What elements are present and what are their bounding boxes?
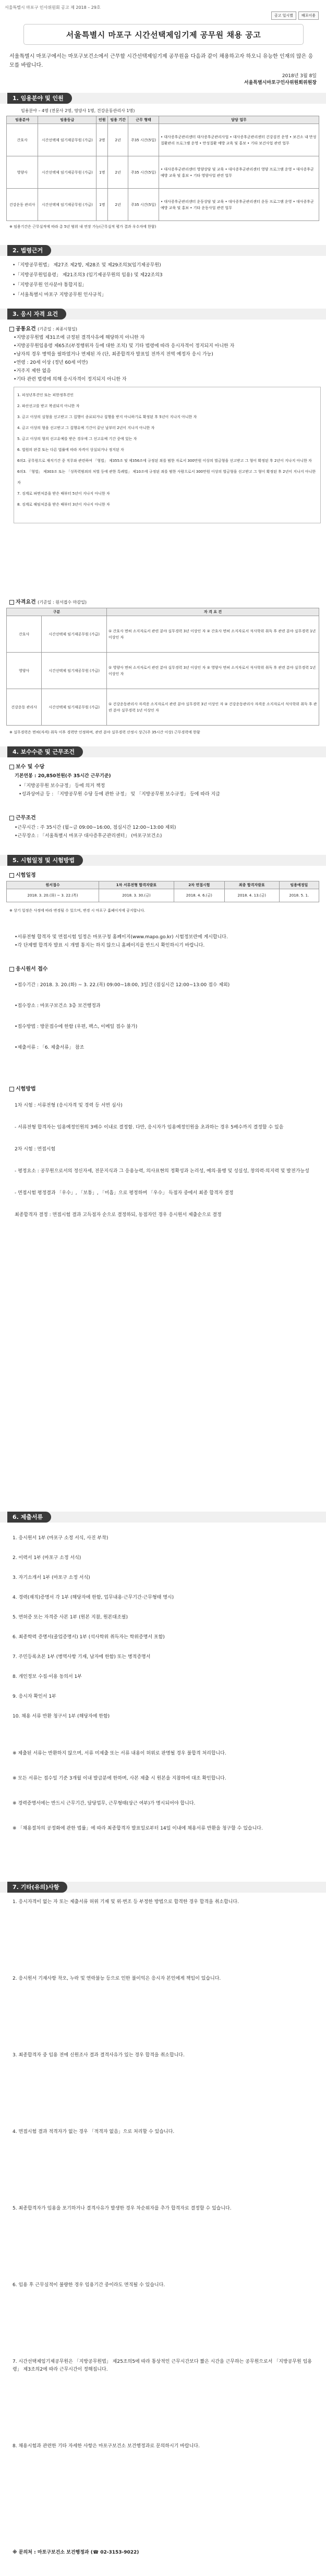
section-title: 6. 제출서류 — [7, 1512, 51, 1523]
s3-common-item: • 거주지 제한 없음 — [14, 367, 320, 375]
table-cell-count: 2명 — [96, 124, 108, 156]
table-row — [7, 156, 319, 189]
s5-app-item: • 제출서류 : 「6. 제출서류」 참조 — [15, 1037, 321, 1058]
s3-disq-item: 7. 징계로 파면처분을 받은 때부터 5년이 지나지 아니한 자 — [17, 492, 110, 496]
section-header-7 — [0, 1882, 326, 1893]
s5-method-heading — [9, 1084, 36, 1092]
checkbox-icon — [9, 600, 14, 605]
table-row — [7, 616, 319, 653]
checkbox-icon — [9, 816, 14, 820]
s3-special-heading — [9, 597, 87, 605]
checkbox-icon — [9, 873, 14, 878]
s3-common-sub: (기준일 : 최종시험일) — [38, 327, 77, 332]
s5-schedule-table — [6, 881, 319, 902]
section-header-5 — [0, 855, 326, 866]
announcement-date: 2018년 3월 8일 — [282, 73, 317, 79]
section-header-2 — [0, 245, 326, 256]
s5-app-item: • 접수방법 : 방문접수에 한함 (우편, 팩스, 이메일 접수 불가) — [15, 1016, 321, 1037]
table-cell: 2018. 4. 6.(금) — [174, 889, 224, 902]
table-cell-req: ① 영양사 면허 소지자로서 관련 분야 실무경력 3년 이상인 자 ② 영양사 면허 소지자로서 석사학위 취득 후 관련 분야 실무경력 1년 이상인 자 — [107, 653, 319, 689]
contact-info: ※ 문의처 : 마포구보건소 보건행정과 (☎ 02-3153-9022) — [13, 2550, 139, 2555]
checkbox-icon — [9, 1087, 14, 1091]
s6-note: ※ 「채용절차의 공정화에 관한 법률」에 따라 최종합격자 발표일로부터 14일 이내에 채용서류 반환을 청구할 수 있습니다. — [13, 1826, 263, 1831]
table-cell-req: ① 건강운동관리사 자격증 소지자로서 관련 분야 실무경력 3년 이상인 자 ② 건강운동관리사 자격증 소지자로서 석사학위 취득 후 관련 분야 실무경력 1년 이상인 자 — [107, 689, 319, 726]
checkbox-icon — [9, 967, 14, 972]
table-header-cell: 임용등급 — [38, 116, 96, 124]
table-cell-count: 1명 — [96, 189, 108, 221]
s3-note: ※ 실무경력은 면허(자격) 취득 이후 경력만 인정하며, 관련 분야 실무경력 산정시 상근(주 35시간 이상) 근무경력에 한함 — [9, 730, 200, 734]
table-header-cell: 최종 합격자발표 — [224, 881, 279, 889]
s6-item: 5. 면허증 또는 자격증 사본 1부 (원본 지참, 원본대조필) — [13, 1615, 128, 1620]
table-header-cell: 임용예정일 — [279, 881, 319, 889]
section-title: 1. 임용분야 및 인원 — [7, 93, 72, 104]
s5-method-item: - 평정요소 : 공무원으로서의 정신자세, 전문지식과 그 응용능력, 의사표현의 정확성과 논리성, 예의·품행 및 성실성, 창의력·의지력 및 발전가능성 — [15, 1169, 309, 1174]
s5-application-list — [15, 975, 321, 1058]
s4-cond-title: 근무조건 — [16, 815, 36, 821]
table-cell: 2018. 5. 1. — [279, 889, 319, 902]
table-cell-duties: • 대사증후군관리센터 영양상담 및 교육 • 대사증후군관리센터 영양 프로그램 운영 • 대사증후군 예방 교육 및 홍보 • 기타 영양사업 관련 업무 — [159, 156, 319, 189]
s5-method-item: - 면접시험 평정결과 「우수」, 「보통」, 「미흡」으로 평정하며 「우수」 득점자 중에서 최종 합격자 결정 — [15, 1191, 234, 1196]
date-signature — [244, 73, 317, 87]
s7-item: 6. 임용 후 근무실적이 불량한 경우 임용기간 중이라도 면직될 수 있습니다. — [13, 2283, 165, 2288]
table-header-cell: 임용분야 — [7, 116, 38, 124]
table-cell-count: 1명 — [96, 156, 108, 189]
s4-pay-title: 보수 및 수당 — [16, 764, 45, 770]
s6-note: ※ 경력증명서에는 반드시 근무기간, 담당업무, 근무형태(상근 여부)가 명시되어야 합니다. — [13, 1801, 196, 1806]
table-cell-type: 주35 시간(5일) — [128, 156, 159, 189]
s3-common-item: • 연령 : 20세 이상 (정년 60세 미만) — [14, 359, 320, 367]
s5-schedule-title: 시험일정 — [16, 873, 36, 878]
table-header-cell: 2차 면접시험 — [174, 881, 224, 889]
s5-method-item: 1차 시험 : 서류전형 (응시자격 및 경력 등 서면 심사) — [15, 1103, 123, 1108]
table-cell-type: 주35 시간(5일) — [128, 189, 159, 221]
table-cell-field: 영양사 — [7, 653, 42, 689]
s2-item: • 「지방공무원 인사분야 통합지침」 — [13, 280, 319, 290]
s3-common-item: • 지방공무원임용령 제65조(부정행위자 등에 대한 조치) 및 기타 법령에 따라 응시자격이 정지되지 아니한 자 — [14, 342, 320, 350]
table-cell-field: 간호사 — [7, 124, 38, 156]
s6-note: ※ 제출된 서류는 반환하지 않으며, 서류 미제출 또는 서류 내용이 허위로 판명될 경우 불합격 처리합니다. — [13, 1751, 226, 1756]
s6-notes — [13, 1741, 319, 1841]
s7-item: 5. 최종합격자가 임용을 포기하거나 결격사유가 발생한 경우 차순위자를 추가 합격자로 결정할 수 있습니다. — [13, 2206, 232, 2211]
table-cell-field: 건강운동 관리사 — [7, 189, 38, 221]
page-title: 서울특별시 마포구 시간선택제임기제 공무원 채용 공고 — [66, 30, 261, 40]
s3-disq-item: 6의3. 「형법」 제303조 또는 「성폭력범죄의 처벌 등에 관한 특례법」 제10조에 규정된 죄를 범한 사람으로서 300만원 이상의 벌금형을 선고받고 그 형이 확정된 후 2년이 지나지 아니한 자 — [17, 470, 316, 485]
s1-summary: 임용분야 – 4명 (전문사 2명, 영양사 1명, 건강운동관리사 1명) — [21, 108, 135, 113]
s2-item: • 「지방공무원법」 제27조 제2항, 제28조 및 제29조의3(임기제공무원) — [13, 261, 319, 271]
s4-cond-heading — [9, 813, 36, 821]
table-cell-field: 건강운동 관리사 — [7, 689, 42, 726]
s2-list — [13, 261, 319, 300]
table-cell-period: 2년 — [108, 156, 128, 189]
table-cell-field: 간호사 — [7, 616, 42, 653]
s3-disq-item: 3. 금고 이상의 실형을 선고받고 그 집행이 종료되거나 집행을 받지 아니하기로 확정된 후 5년이 지나지 아니한 자 — [17, 415, 197, 419]
s6-item: 8. 개인정보 수집·이용 동의서 1부 — [13, 1674, 82, 1679]
s6-document-list — [13, 1528, 319, 1726]
s6-note: ※ 모든 서류는 접수일 기준 3개월 이내 발급분에 한하며, 사본 제출 시 원본을 지참하여 대조 확인합니다. — [13, 1776, 226, 1781]
s4-pay-list — [19, 782, 325, 799]
s3-table-header — [7, 608, 319, 616]
s3-disq-item: 4. 금고 이상의 형을 선고받고 그 집행유예 기간이 끝난 날부터 2년이 지나지 아니한 자 — [17, 426, 155, 430]
section-header-1 — [0, 93, 326, 104]
table-cell-req: ① 간호사 면허 소지자로서 관련 분야 실무경력 3년 이상인 자 ② 간호사 면허 소지자로서 석사학위 취득 후 관련 분야 실무경력 1년 이상인 자 — [107, 616, 319, 653]
s3-common-item: • 남자의 경우 병역을 필하였거나 면제된 자 (단, 최종합격자 발표일 전까지 전역 예정자 응시 가능) — [14, 350, 320, 359]
table-row — [7, 689, 319, 726]
s1-table-header — [7, 116, 319, 124]
s3-disq-item: 6의2. 공무원으로 재직기간 중 직무와 관련하여 「형법」 제355조 및 제356조에 규정된 죄를 범한 자로서 300만원 이상의 벌금형을 선고받고 그 형이 확정된 후 2년이 지나지 아니한 자 — [17, 459, 312, 463]
s6-item: 10. 채용 서류 반환 청구서 1부 (해당자에 한함) — [13, 1714, 110, 1719]
s5-table-row — [7, 889, 319, 902]
table-header-cell: 담당 업무 — [159, 116, 319, 124]
table-cell: 2018. 3. 30.(금) — [99, 889, 174, 902]
s3-disq-item: 5. 금고 이상의 형의 선고유예를 받은 경우에 그 선고유예 기간 중에 있는 자 — [17, 437, 137, 441]
s7-item: 3. 최종합격자 중 임용 전에 신원조사 결과 결격사유가 있는 경우 합격을 취소합니다. — [13, 2053, 185, 2058]
badge-distribution: 배포이용 — [298, 11, 319, 20]
table-cell-period: 2년 — [108, 189, 128, 221]
intro-text: 서울특별시 마포구에서는 마포구보건소에서 근무할 시간선택제임기제 공무원을 다음과 같이 채용하고자 하오니 유능한 인재의 많은 응모를 바랍니다. — [9, 54, 313, 68]
s6-item: 4. 경력(재직)증명서 각 1부 (해당자에 한함, 업무내용·근무기간·근무형태 명시) — [13, 1595, 174, 1600]
s3-disq-item: 2. 파산선고를 받고 복권되지 아니한 자 — [17, 404, 80, 408]
s5-schedule-note: ※ 상기 일정은 사정에 따라 변경될 수 있으며, 변경 시 마포구 홈페이지에 공지합니다. — [9, 909, 146, 913]
section-title: 7. 기타(유의)사항 — [7, 1882, 67, 1893]
table-cell: 2018. 3. 20.(화) ~ 3. 22.(목) — [7, 889, 99, 902]
s4-pay-main: 기본연봉 : 20,850천원(주 35시간 근무기준) — [15, 774, 111, 779]
section-header-6 — [0, 1512, 326, 1523]
s3-disq-item: 1. 피성년후견인 또는 피한정후견인 — [17, 393, 74, 397]
section-header-4 — [0, 746, 326, 757]
s7-item: 4. 면접시험 결과 적격자가 없는 경우 「적격자 없음」으로 처리할 수 있습니다. — [13, 2129, 175, 2135]
s6-item: 2. 이력서 1부 (마포구 소정 서식) — [13, 1555, 81, 1561]
table-header-cell: 인원 — [96, 116, 108, 124]
s6-item: 9. 응시자 확인서 1부 — [13, 1694, 56, 1699]
title-box — [23, 24, 304, 45]
section-title: 5. 시험일정 및 시험방법 — [7, 855, 83, 866]
s5-method-item: 최종합격자 결정 : 면접시험 결과 고득점자 순으로 결정하되, 동점자인 경우 응시원서 제출순으로 결정 — [15, 1212, 222, 1218]
badge-group — [271, 11, 319, 20]
s6-item: 1. 응시원서 1부 (마포구 소정 서식, 사진 부착) — [13, 1536, 108, 1541]
s3-common-heading — [9, 324, 77, 332]
s4-pay-item: • 「지방공무원 보수규정」 등에 의거 책정 — [19, 782, 325, 790]
s7-item: 1. 응시자격이 없는 자 또는 제출서류 허위 기재 및 위·변조 등 부정한 방법으로 합격한 경우 합격을 취소합니다. — [13, 1899, 239, 1905]
table-cell: 2018. 4. 13.(금) — [224, 889, 279, 902]
badge-category: 공고 일시별 — [271, 11, 296, 20]
s3-common-item: • 지방공무원법 제31조에 규정된 결격사유에 해당하지 아니한 자 — [14, 334, 320, 342]
s5-application-heading — [9, 964, 47, 972]
s2-item: • 「서울특별시 마포구 지방공무원 인사규칙」 — [13, 290, 319, 300]
s3-common-title: 공통요건 — [16, 326, 36, 332]
table-cell-duties: • 대사증후군관리센터 대사증후군관리사업 • 대사증후군관리센터 건강검진 운영 • 보건소 내 만성질환관리 프로그램 운영 • 만성질환 예방 교육 및 홍보 • 기타 보건사업 관련 업무 — [159, 124, 319, 156]
s6-item: 7. 주민등록초본 1부 (병역사항 기재, 남자에 한함) 또는 병적증명서 — [13, 1654, 151, 1660]
table-cell-grade: 시간선택제 임기제공무원 (가급) — [42, 616, 107, 653]
s5-notice-item: • 각 단계별 합격자 발표 시 개별 통지는 하지 않으니 홈페이지를 반드시 확인하시기 바랍니다. — [15, 941, 321, 950]
s7-item: 8. 채용시험과 관련한 기타 자세한 사항은 마포구보건소 보건행정과로 문의하시기 바랍니다. — [13, 2444, 200, 2449]
table-cell-grade: 시간선택제 임기제공무원 (가급) — [42, 689, 107, 726]
s5-application-title: 응시원서 접수 — [16, 966, 48, 972]
table-row — [7, 653, 319, 689]
s5-app-item: • 접수기간 : 2018. 3. 20.(화) ~ 3. 22.(목) 09:00~18:00, 3일간 (점심시간 12:00~13:00 접수 제외) — [15, 975, 321, 996]
table-cell-period: 2년 — [108, 124, 128, 156]
announcement-number: 서울특별시 마포구 인사위원회 공고 제 2018 – 29호 — [5, 5, 101, 10]
s3-disqualification-box — [14, 387, 321, 523]
s3-special-sub: (기준일 : 원서접수 마감일) — [38, 600, 87, 605]
table-cell-duties: • 대사증후군관리센터 운동상담 및 교육 • 대사증후군관리센터 운동 프로그램 운영 • 대사증후군 예방 교육 및 홍보 • 기타 운동사업 관련 업무 — [159, 189, 319, 221]
s4-cond-item: • 근무시간 : 주 35시간 (월~금 09:00~16:00, 점심시간 12:00~13:00 제외) — [15, 824, 321, 832]
s3-table-body — [7, 616, 319, 726]
table-cell-grade: 시간선택제 임기제공무원 (가급) — [42, 653, 107, 689]
table-row — [7, 124, 319, 156]
s5-method-list — [15, 1095, 321, 1226]
s1-footnote: ※ 임용기간은 근무실적에 따라 총 5년 범위 내 연장 가능(근무실적 평가 결과 우수자에 한함) — [9, 225, 156, 229]
s7-item: 2. 응시원서 기재사항 착오, 누락 및 연락불능 등으로 인한 불이익은 응시자 본인에게 책임이 있습니다. — [13, 1976, 221, 1981]
s5-method-item: 2차 시험 : 면접시험 — [15, 1147, 56, 1152]
committee-signature: 서울특별시마포구인사위원회위원장 — [244, 80, 317, 85]
checkbox-icon — [9, 765, 14, 769]
section-title: 2. 법령근거 — [7, 245, 51, 256]
section-title: 4. 보수수준 및 근무조건 — [7, 746, 83, 757]
s1-table-body — [7, 124, 319, 221]
section-header-3 — [0, 309, 326, 320]
s7-item: 7. 시간선택제임기제공무원은 「지방공무원법」 제25조의5에 따라 통상적인 근무시간보다 짧은 시간을 근무하는 공무원으로서 「지방공무원 임용령」 제3조의2에 따라 근무시간이 정해집니다. — [13, 2359, 312, 2372]
s3-requirements-table — [6, 608, 319, 726]
s5-app-item: • 접수장소 : 마포구보건소 3층 보건행정과 — [15, 996, 321, 1016]
s5-notice-list — [15, 933, 321, 950]
s4-pay-item: • 성과상여금 등 : 「지방공무원 수당 등에 관한 규정」 및 「지방공무원 보수규정」 등에 따라 지급 — [19, 790, 325, 799]
s4-cond-item: • 근무장소 : 「서울특별시 마포구 대사증후군관리센터」 (마포구보건소) — [15, 832, 321, 840]
s3-special-title: 자격요건 — [16, 599, 36, 605]
table-header-cell: 근무 형태 — [128, 116, 159, 124]
table-header-cell: 1차 서류전형 합격자발표 — [99, 881, 174, 889]
s3-common-list — [14, 334, 320, 384]
table-cell-grade: 시간선택제 임기제공무원 (가급) — [38, 156, 96, 189]
s4-cond-list — [15, 824, 321, 840]
s5-method-item: - 서류전형 합격자는 임용예정인원의 3배수 이내로 결정함. 다만, 응시자가 임용예정인원을 초과하는 경우 5배수까지 결정할 수 있음 — [15, 1125, 284, 1130]
s7-notice-list — [13, 1898, 319, 2519]
table-header-cell: 자 격 요 건 — [107, 608, 319, 616]
section-title: 3. 응시 자격 요건 — [7, 309, 66, 320]
table-header-cell: 임용 기간 — [108, 116, 128, 124]
s6-item: 3. 자기소개서 1부 (마포구 소정 서식) — [13, 1575, 90, 1580]
s5-method-title: 시험방법 — [16, 1086, 36, 1092]
s2-item: • 「지방공무원임용령」 제21조의3 (임기제공무원의 임용) 및 제22조의3 — [13, 271, 319, 280]
table-header-cell: 구분 — [7, 608, 107, 616]
s3-disq-item: 8. 징계로 해임처분을 받은 때부터 3년이 지나지 아니한 자 — [17, 502, 110, 507]
table-cell-field: 영양사 — [7, 156, 38, 189]
table-row — [7, 189, 319, 221]
table-cell-grade: 시간선택제 임기제공무원 (가급) — [38, 189, 96, 221]
s5-notice-item: • 서류전형 합격자 및 면접시험 일정은 마포구청 홈페이지(www.mapo.go.kr) 시험정보란에 게시합니다. — [15, 933, 321, 941]
checkbox-icon — [9, 327, 14, 332]
s3-common-item: • 기타 관련 법령에 의해 응시자격이 정지되지 아니한 자 — [14, 375, 320, 384]
s5-table-header — [7, 881, 319, 889]
s1-table — [6, 116, 319, 221]
s6-item: 6. 최종학력 증명서(졸업증명서) 1부 (석사학위 취득자는 학위증명서 포함) — [13, 1635, 165, 1640]
table-cell-grade: 시간선택제 임기제공무원 (가급) — [38, 124, 96, 156]
s3-disq-item: 6. 법원의 판결 또는 다른 법률에 따라 자격이 상실되거나 정지된 자 — [17, 448, 124, 452]
s4-pay-heading — [9, 762, 44, 770]
table-header-cell: 원서접수 — [7, 881, 99, 889]
table-cell-type: 주35 시간(5일) — [128, 124, 159, 156]
s5-schedule-heading — [9, 870, 36, 878]
